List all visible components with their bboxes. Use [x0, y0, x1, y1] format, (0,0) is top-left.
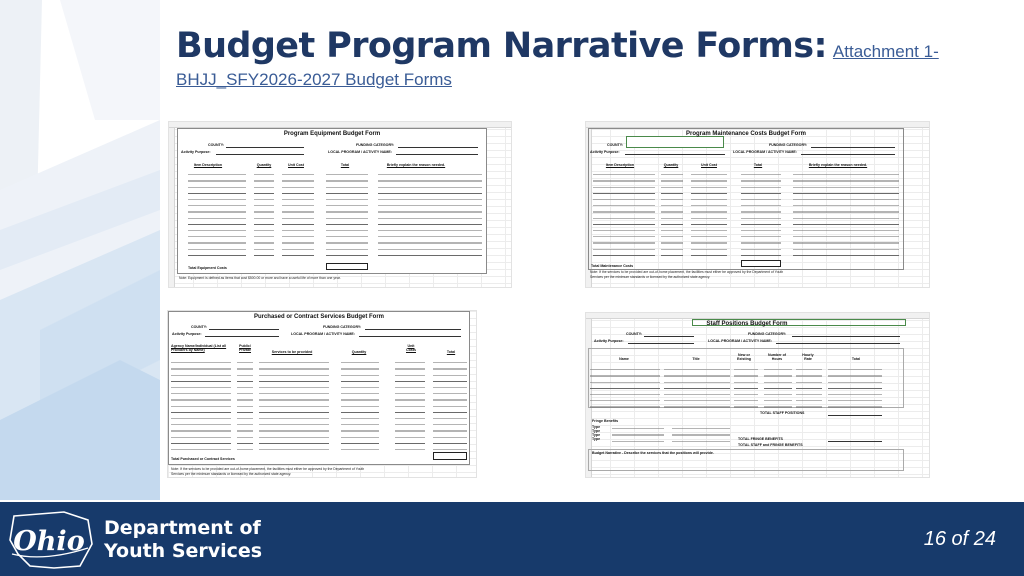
funding-category-field — [811, 147, 895, 148]
funding-category-label: FUNDING CATEGORY: — [356, 143, 395, 147]
county-label: COUNTY: — [191, 325, 208, 329]
funding-category-field — [792, 336, 900, 337]
department-line-2: Youth Services — [104, 540, 263, 562]
county-label: COUNTY: — [607, 143, 624, 147]
staff-positions-form-title: Staff Positions Budget Form — [706, 321, 788, 327]
ohio-logo — [4, 510, 96, 570]
department-name — [104, 517, 262, 563]
fringe-type-label: Type — [592, 429, 601, 433]
column-header: Total — [753, 163, 763, 167]
column-header: Quantity — [351, 350, 367, 354]
maintenance-form-screenshot — [585, 121, 930, 288]
column-header: Hourly Rate — [802, 353, 814, 361]
form-note: Services per the minimum standards or licensed by the authorized state agency. — [171, 472, 292, 476]
column-header: Agency Name/Individual (List all Providers by Name) — [171, 344, 227, 352]
local-program-label: LOCAL PROGRAM / ACTIVITY NAME: — [328, 150, 393, 154]
local-program-label: LOCAL PROGRAM / ACTIVITY NAME: — [733, 150, 798, 154]
fringe-type-label: Type — [592, 433, 601, 437]
column-header: Total — [446, 350, 456, 354]
column-header: Unit Costs — [406, 344, 416, 352]
county-label: COUNTY: — [208, 143, 225, 147]
activity-purpose-label: Activity Purpose: — [594, 339, 624, 343]
fringe-lines — [672, 423, 730, 443]
column-header: Public/ Private — [239, 344, 251, 352]
purchased-services-form — [168, 311, 470, 465]
form-column-lines — [259, 357, 329, 451]
equipment-form — [177, 128, 487, 274]
form-column-lines — [188, 169, 246, 261]
column-header: Quantity — [256, 163, 272, 167]
form-column-lines — [593, 169, 655, 259]
row-header-bar — [169, 128, 175, 287]
total-staff-label: TOTAL STAFF POSITIONS — [760, 411, 805, 415]
funding-category-label: FUNDING CATEGORY: — [748, 332, 787, 336]
fringe-benefits-label: Fringe Benefits — [592, 419, 619, 423]
form-column-lines — [326, 169, 368, 261]
form-column-lines — [661, 169, 683, 259]
form-column-lines — [171, 357, 231, 451]
column-header: Quantity — [663, 163, 679, 167]
activity-purpose-field — [625, 154, 725, 155]
maintenance-form-title: Program Maintenance Costs Budget Form — [685, 131, 807, 137]
form-note: Note: If the services to be provided are out-of-home placement, the facilities must either be approved by the Department of Youth — [171, 467, 365, 471]
total-box — [433, 452, 467, 460]
form-note: Note: If the services to be provided are out-of-home placement, the facilities must either be approved by the Department of Youth — [590, 270, 784, 274]
local-program-field — [776, 343, 900, 344]
total-label: Total Purchased or Contract Services — [171, 457, 235, 461]
form-column-lines — [734, 364, 758, 410]
total-staff-field — [828, 415, 882, 416]
column-header: Briefly explain the reason needed. — [808, 163, 868, 167]
activity-purpose-label: Activity Purpose: — [181, 150, 211, 154]
column-header: Total — [340, 163, 350, 167]
form-column-lines — [378, 169, 482, 261]
fringe-type-label: Type — [592, 425, 601, 429]
county-label: COUNTY: — [626, 332, 643, 336]
ohio-logo-text: Ohio — [13, 526, 85, 557]
page-indicator: 16 of 24 — [923, 528, 996, 550]
activity-purpose-label: Activity Purpose: — [590, 150, 620, 154]
purchased-services-form-title: Purchased or Contract Services Budget Form — [253, 314, 385, 320]
local-program-field — [396, 154, 478, 155]
form-column-lines — [741, 169, 781, 259]
form-column-lines — [590, 364, 660, 410]
form-column-lines — [796, 364, 822, 410]
funding-category-field — [398, 147, 478, 148]
activity-purpose-label: Activity Purpose: — [172, 332, 202, 336]
funding-category-field — [365, 329, 461, 330]
column-header: Item Description — [193, 163, 223, 167]
fringe-lines — [612, 423, 664, 443]
equipment-form-screenshot — [168, 121, 512, 288]
county-field — [226, 147, 304, 148]
maintenance-form — [588, 128, 904, 270]
column-header: New or Existing — [737, 353, 751, 361]
form-column-lines — [793, 169, 899, 259]
funding-category-label: FUNDING CATEGORY: — [323, 325, 362, 329]
slide-title-block — [176, 26, 996, 90]
fringe-type-label: Type — [592, 437, 601, 441]
form-column-lines — [341, 357, 379, 451]
staff-positions-form-screenshot — [585, 312, 930, 478]
column-header: Unit Cost — [288, 163, 304, 167]
footer-bar — [0, 502, 1024, 576]
decorative-side-graphic — [0, 0, 160, 500]
county-field — [209, 329, 279, 330]
column-header: Services to be provided — [271, 350, 313, 354]
form-column-lines — [282, 169, 314, 261]
form-column-lines — [433, 357, 467, 451]
form-column-lines — [691, 169, 727, 259]
slide-title: Budget Program Narrative Forms: — [176, 26, 827, 66]
local-program-label: LOCAL PROGRAM / ACTIVITY NAME: — [291, 332, 356, 336]
activity-purpose-field — [205, 336, 279, 337]
total-fringe-label: TOTAL FRINGE BENEFITS — [738, 437, 783, 441]
local-program-label: LOCAL PROGRAM / ACTIVITY NAME: — [708, 339, 773, 343]
budget-narrative-label: Budget Narrative - Describe the services that the positions will provide. — [592, 451, 714, 455]
form-note: Services per the minimum standards or licensed by the authorized state agency. — [590, 275, 711, 279]
department-line-1: Department of — [104, 517, 261, 539]
column-header: Name — [619, 357, 629, 361]
activity-purpose-field — [216, 154, 304, 155]
column-header: Item Description — [605, 163, 635, 167]
staff-positions-form — [588, 319, 906, 469]
total-label: Total Equipment Costs — [188, 266, 227, 270]
form-column-lines — [395, 357, 425, 451]
form-column-lines — [237, 357, 253, 451]
column-header: Title — [692, 357, 700, 361]
form-column-lines — [764, 364, 792, 410]
column-header: Total — [851, 357, 861, 361]
form-column-lines — [664, 364, 730, 410]
funding-category-label: FUNDING CATEGORY: — [769, 143, 808, 147]
attachment-link[interactable]: Attachment 1- — [832, 42, 939, 61]
activity-purpose-field — [628, 343, 694, 344]
total-staff-fringe-label: TOTAL STAFF and FRINGE BENEFITS — [738, 443, 803, 447]
attachment-link-continued[interactable]: BHJJ_SFY2026-2027 Budget Forms — [176, 70, 452, 89]
form-column-lines — [254, 169, 274, 261]
column-header: Number of Hours — [768, 353, 786, 361]
total-box — [741, 260, 781, 267]
form-note: Note: Equipment is defined as items that cost $500.00 or more and have a useful life of more than one year. — [179, 276, 341, 280]
column-header: Briefly explain the reason needed. — [386, 163, 446, 167]
form-column-lines — [828, 364, 882, 410]
purchased-services-form-screenshot — [167, 310, 477, 478]
total-label: Total Maintenance Costs — [591, 264, 634, 268]
total-fringe-field — [828, 441, 882, 442]
equipment-form-title: Program Equipment Budget Form — [283, 131, 381, 137]
total-box — [326, 263, 368, 270]
local-program-field — [359, 336, 461, 337]
county-field — [644, 336, 694, 337]
column-header: Unit Cost — [701, 163, 717, 167]
local-program-field — [801, 154, 895, 155]
